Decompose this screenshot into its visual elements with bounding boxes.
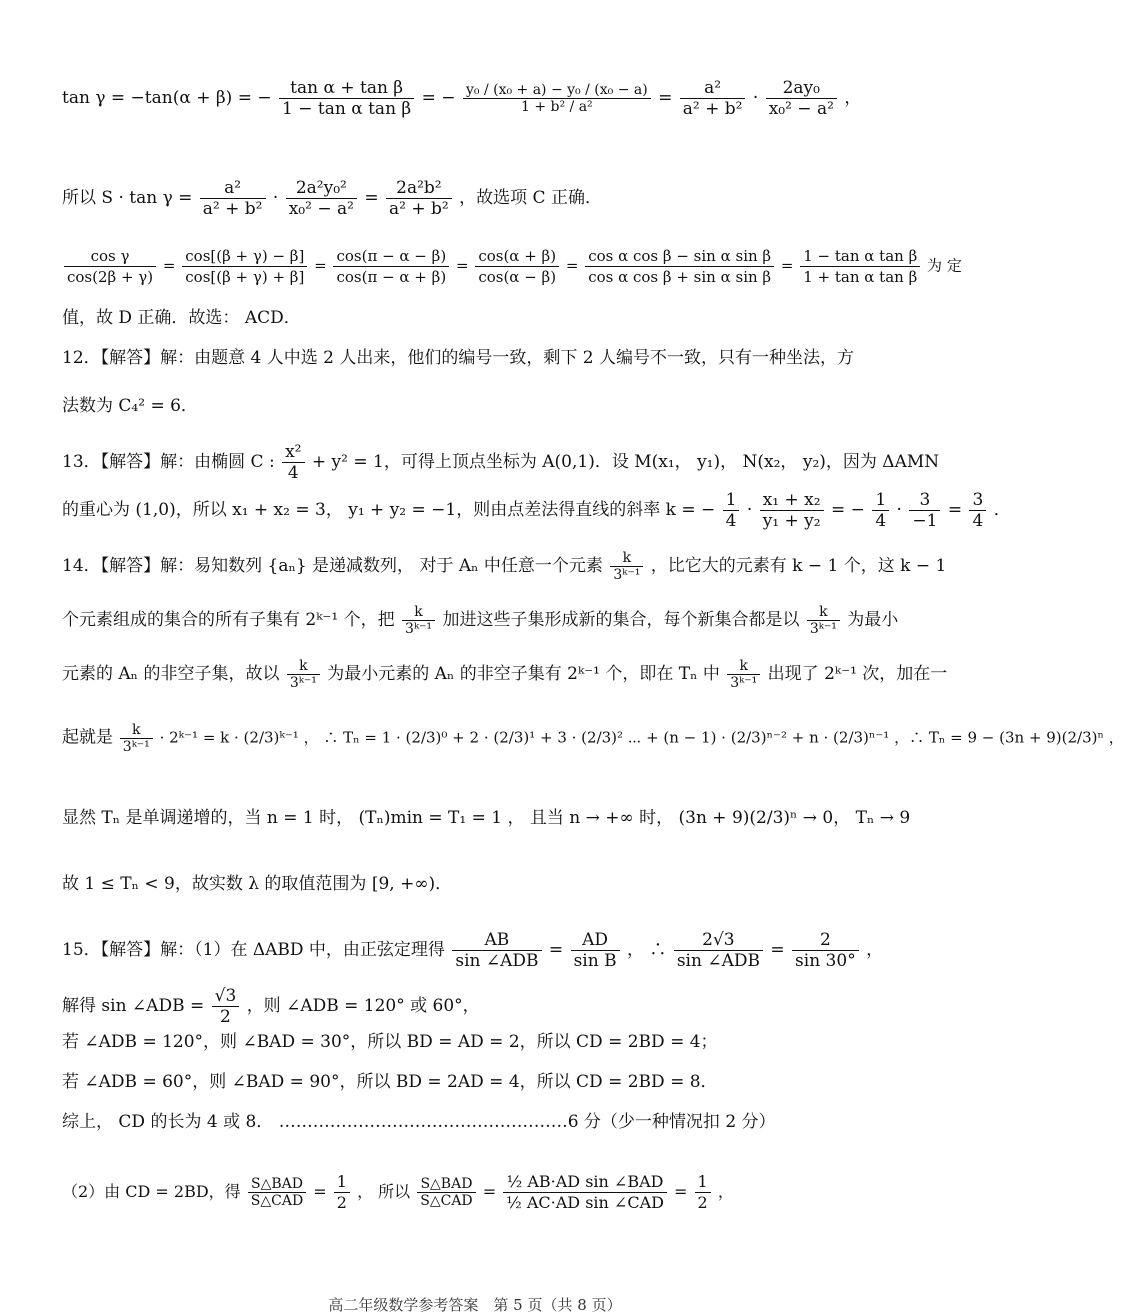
fraction: $\frac{\text{cos α cos β − sin α sin β}}{\text{cos α cos β + sin α sin β}}$ (585, 246, 774, 287)
q13-line-2: 的重心为 (1,0)，所以 x₁ + x₂ = 3， y₁ + y₂ = −1，则由点差法得直线的斜率 k = − $\frac{1}{4}$ · $\frac{\text{x₁ + x₂}}{\text{y₁ + y₂}}$ = − $\frac{1}{4}$ · $\frac{3}{-1}$ = $\frac{3}{4}$ ． (62, 490, 1011, 531)
text-line-06: 法数为 C₄² = 6． (62, 396, 198, 416)
q15-line-5: 综上， CD 的长为 4 或 8． ……………………………………………6 分（少一种情况扣 2 分） (62, 1112, 776, 1132)
fraction: $\frac{\text{2a²y₀²}}{\text{x₀² − a²}}$ (286, 178, 357, 219)
fraction: $\frac{\text{cos γ}}{\cos(2\beta + \gamma)}$ (64, 246, 156, 287)
text: ， 所以 (357, 1182, 411, 1201)
q15-line-6 (62, 1172, 734, 1213)
text: = (658, 88, 673, 108)
fraction: $\frac{\cos[(\beta + \gamma) - \beta]}{\cos[(\beta + \gamma) + \beta]}$ (182, 246, 307, 287)
fraction: $\frac{k}{\text{3ᵏ⁻¹}}$ (402, 604, 435, 637)
text: ，故选项 C 正确． (459, 188, 602, 208)
fraction: $\frac{\text{tan α + tan β}}{\text{1 − tan α tan β}}$ (279, 78, 414, 119)
fraction: $\frac{k}{\text{3ᵏ⁻¹}}$ (120, 722, 153, 755)
text: = (482, 1182, 497, 1201)
fraction: $\frac{3}{-1}$ (909, 490, 940, 531)
text: + y² = 1，可得上顶点坐标为 A(0,1)．设 M(x₁， y₁)， N(x₂， y₂)，因为 ΔAMN (311, 452, 940, 472)
eq-tan-gamma: tan γ = −tan(α + β) = − $\frac{\text{tan α + tan β}}{\text{1 − tan α tan β}}$ = − $\frac{\text{y₀ / (x₀ + a) − y₀ / (x₀ − a)}}{\text{1 + b² / a²}}$ = $\frac{\text{a²}}{\text{a² + b²}}$ · $\frac{\text{2ay₀}}{\text{x₀² − a²}}$ ， (62, 78, 862, 119)
text: 14．【解答】解：易知数列 {aₙ} 是递减数列， 对于 Aₙ 中任意一个元素 (62, 556, 603, 576)
text: ， ∴ (627, 940, 667, 960)
text: = (313, 1182, 327, 1201)
fraction: $\frac{AD}{\text{sin B}}$ (571, 930, 620, 971)
fraction: $\frac{\cos(\pi - \alpha - \beta)}{\cos(\pi - \alpha + \beta)}$ (333, 246, 449, 287)
fraction: $\frac{1}{2}$ (334, 1172, 350, 1213)
text: （2）由 CD = 2BD，得 (62, 1182, 241, 1201)
text: 起就是 (62, 727, 113, 748)
fraction: 2√3 sin ∠ADB (674, 930, 763, 971)
text: ，则 ∠ADB = 120° 或 60°， (246, 996, 480, 1016)
text-line-05: 12．【解答】解：由题意 4 人中选 2 人出来，他们的编号一致，剩下 2 人编号不一致，只有一种坐法，方 (62, 348, 855, 368)
q14-line-2 (62, 604, 898, 637)
fraction: S△BAD S△CAD (417, 1176, 475, 1209)
fraction: $\frac{\text{y₀ / (x₀ + a) − y₀ / (x₀ − a)}}{\text{1 + b² / a²}}$ (463, 82, 651, 115)
fraction: AB sin ∠ADB (452, 930, 541, 971)
fraction: $\frac{\text{a²}}{\text{a² + b²}}$ (200, 178, 266, 219)
fraction: $\frac{\text{x₁ + x₂}}{\text{y₁ + y₂}}$ (760, 490, 824, 531)
q13-line-1 (62, 442, 939, 483)
text: 的重心为 (1,0)，所以 x₁ + x₂ = 3， y₁ + y₂ = −1，则由点差法得直线的斜率 k = − (62, 500, 716, 520)
text: 个元素组成的集合的所有子集有 2ᵏ⁻¹ 个，把 (62, 610, 395, 630)
text: = − (831, 500, 865, 520)
fraction: $\frac{k}{\text{3ᵏ⁻¹}}$ (287, 658, 320, 691)
text: ， (866, 940, 884, 960)
text: 出现了 2ᵏ⁻¹ 次，加在一 (767, 664, 948, 684)
q14-line-4 (62, 722, 1124, 755)
text: tan γ = −tan(α + β) = − (62, 88, 272, 108)
fraction: $\frac{√3}{2}$ (212, 986, 240, 1027)
eq-s-tan-gamma: 所以 S · tan γ = $\frac{\text{a²}}{\text{a² + b²}}$ · $\frac{\text{2a²y₀²}}{\text{x₀² − a²}}$ = $\frac{\text{2a²b²}}{\text{a² + b²}}$ ，故选项 C 正确． (62, 178, 602, 219)
fraction: $\frac{\text{2ay₀}}{\text{x₀² − a²}}$ (766, 78, 837, 119)
page-footer: 高二年级数学参考答案 第 5 页（共 8 页） (328, 1296, 622, 1314)
fraction: $\frac{k}{\text{3ᵏ⁻¹}}$ (610, 550, 643, 583)
fraction: $\frac{\text{2a²b²}}{\text{a² + b²}}$ (386, 178, 452, 219)
text-line-04: 值，故 D 正确．故选： ACD． (62, 308, 301, 328)
q14-line-6: 故 1 ≤ Tₙ < 9，故实数 λ 的取值范围为 [9, +∞)． (62, 874, 453, 894)
text: ，比它大的元素有 k − 1 个，这 k − 1 (650, 556, 947, 576)
eq-cos-chain: $\frac{\text{cos γ}}{\cos(2\beta + \gamma)}$ = $\frac{\cos[(\beta + \gamma) - \beta]}{\cos[(\beta + \gamma) + \beta]}$ = $\frac{\cos(\pi - \alpha - \beta)}{\cos(\pi - \alpha + \beta)}$ = $\frac{\cos(\alpha + \beta)}{\cos(\alpha - \beta)}$ = $\frac{\text{cos α cos β − sin α sin β}}{\text{cos α cos β + sin α sin β}}$ = $\frac{\text{1 − tan α tan β}}{\text{1 + tan α tan β}}$ 为 定 (62, 246, 962, 287)
fraction: $\frac{\cos(\alpha + \beta)}{\cos(\alpha - \beta)}$ (475, 246, 559, 287)
text: ． (993, 500, 1011, 520)
text: 加进这些子集形成新的集合，每个新集合都是以 (442, 610, 800, 630)
q15-line-3: 若 ∠ADB = 120°，则 ∠BAD = 30°，所以 BD = AD = 2，所以 CD = 2BD = 4； (62, 1032, 718, 1052)
text: 为 定 (927, 256, 962, 275)
fraction: $\frac{k}{\text{3ᵏ⁻¹}}$ (727, 658, 760, 691)
text: = − (421, 88, 456, 108)
q15-line-1: 15．【解答】解：（1）在 ΔABD 中，由正弦定理得 AB sin ∠ADB = $\frac{AD}{\text{sin B}}$ ， ∴ 2√3 sin ∠ADB = $\frac{2}{\sin 30^\circ}$ ， (62, 930, 884, 971)
fraction: $\frac{\text{x²}}{4}$ (282, 442, 304, 483)
text: 解得 sin ∠ADB = (62, 996, 205, 1016)
q15-line-4: 若 ∠ADB = 60°，则 ∠BAD = 90°，所以 BD = 2AD = 4，所以 CD = 2BD = 8． (62, 1072, 718, 1092)
q14-line-1 (62, 550, 946, 583)
q14-line-3 (62, 658, 947, 691)
fraction: $\frac{\text{a²}}{\text{a² + b²}}$ (680, 78, 746, 119)
text: = (947, 500, 963, 520)
fraction: ½ AB·AD sin ∠BAD ½ AC·AD sin ∠CAD (503, 1172, 667, 1213)
fraction: S△BAD S△CAD (248, 1176, 306, 1209)
q14-line-5: 显然 Tₙ 是单调递增的，当 n = 1 时， (Tₙ)min = T₁ = 1 ， 且当 n → +∞ 时， (3n + 9)(2/3)ⁿ → 0， Tₙ → 9 (62, 808, 911, 828)
fraction: $\frac{2}{\sin 30^\circ}$ (792, 930, 859, 971)
text: 为最小元素的 Aₙ 的非空子集有 2ᵏ⁻¹ 个，即在 Tₙ 中 (327, 664, 720, 684)
text: = (674, 1182, 688, 1201)
text: 13．【解答】解：由椭圆 C : (62, 452, 275, 472)
text: 元素的 Aₙ 的非空子集，故以 (62, 664, 280, 684)
fraction: $\frac{k}{\text{3ᵏ⁻¹}}$ (807, 604, 840, 637)
fraction: $\frac{\text{1 − tan α tan β}}{\text{1 + tan α tan β}}$ (800, 246, 920, 287)
fraction: $\frac{1}{4}$ (872, 490, 889, 531)
text: 为最小 (847, 610, 899, 630)
q15-line-2 (62, 986, 480, 1027)
text: 15．【解答】解：（1）在 ΔABD 中，由正弦定理得 (62, 940, 445, 960)
fraction: $\frac{1}{4}$ (723, 490, 740, 531)
text: 所以 S · tan γ = (62, 188, 193, 208)
text: ， (844, 88, 862, 108)
text: ， (717, 1182, 734, 1201)
fraction: $\frac{3}{4}$ (969, 490, 986, 531)
text: · 2ᵏ⁻¹ = k · (2/3)ᵏ⁻¹ ， ∴ Tₙ = 1 · (2/3)⁰ + 2 · (2/3)¹ + 3 · (2/3)² ⋯ + (n − 1) · (2/3)ⁿ⁻² + n · (2/3)ⁿ⁻¹ ，∴ Tₙ = 9 − (3n + 9)(2/3)ⁿ ， (159, 728, 1124, 747)
fraction: $\frac{1}{2}$ (695, 1172, 711, 1213)
